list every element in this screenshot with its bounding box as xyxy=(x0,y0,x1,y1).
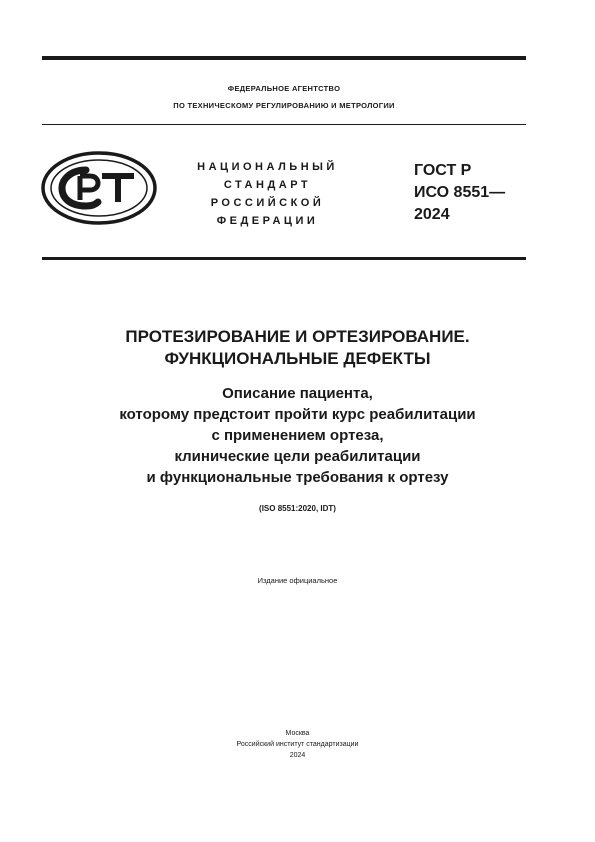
subtitle-line-1: Описание пациента, xyxy=(222,385,373,402)
rst-logo-icon xyxy=(40,150,158,226)
designation-line-3: 2024 xyxy=(414,206,450,223)
standard-designation xyxy=(414,160,505,226)
document-subtitle xyxy=(30,383,565,488)
agency-line-1: ФЕДЕРАЛЬНОЕ АГЕНТСТВО xyxy=(227,84,341,93)
publication-footer xyxy=(30,728,565,761)
header-divider xyxy=(42,124,526,125)
footer-city: Москва xyxy=(285,730,310,737)
designation-line-2: ИСО 8551— xyxy=(414,184,506,201)
subtitle-line-4: клинические цели реабилитации xyxy=(174,448,421,465)
document-title xyxy=(30,326,565,370)
subtitle-line-3: с применением ортеза, xyxy=(211,427,384,444)
edition-label: Издание официальное xyxy=(257,576,338,585)
footer-year: 2024 xyxy=(289,752,306,759)
subtitle-line-5: и функциональные требования к ортезу xyxy=(146,469,449,486)
footer-publisher: Российский институт стандартизации xyxy=(236,741,359,748)
standard-type-line-3: РОССИЙСКОЙ xyxy=(210,197,325,209)
subtitle-line-2: которому предстоит пройти курс реабилитации xyxy=(119,406,476,423)
standard-type xyxy=(175,158,360,230)
title-line-1: ПРОТЕЗИРОВАНИЕ И ОРТЕЗИРОВАНИЕ. xyxy=(125,327,470,346)
title-line-2: ФУНКЦИОНАЛЬНЫЕ ДЕФЕКТЫ xyxy=(164,349,431,368)
agency-line-2: ПО ТЕХНИЧЕСКОМУ РЕГУЛИРОВАНИЮ И МЕТРОЛОГИИ xyxy=(173,101,395,110)
top-rule xyxy=(42,56,526,60)
standard-type-line-2: СТАНДАРТ xyxy=(223,179,312,191)
iso-reference: (ISO 8551:2020, IDT) xyxy=(259,504,336,513)
standard-type-line-1: НАЦИОНАЛЬНЫЙ xyxy=(197,161,338,173)
header-bottom-rule xyxy=(42,257,526,260)
standard-type-line-4: ФЕДЕРАЦИИ xyxy=(216,215,319,227)
designation-line-1: ГОСТ Р xyxy=(414,162,472,179)
